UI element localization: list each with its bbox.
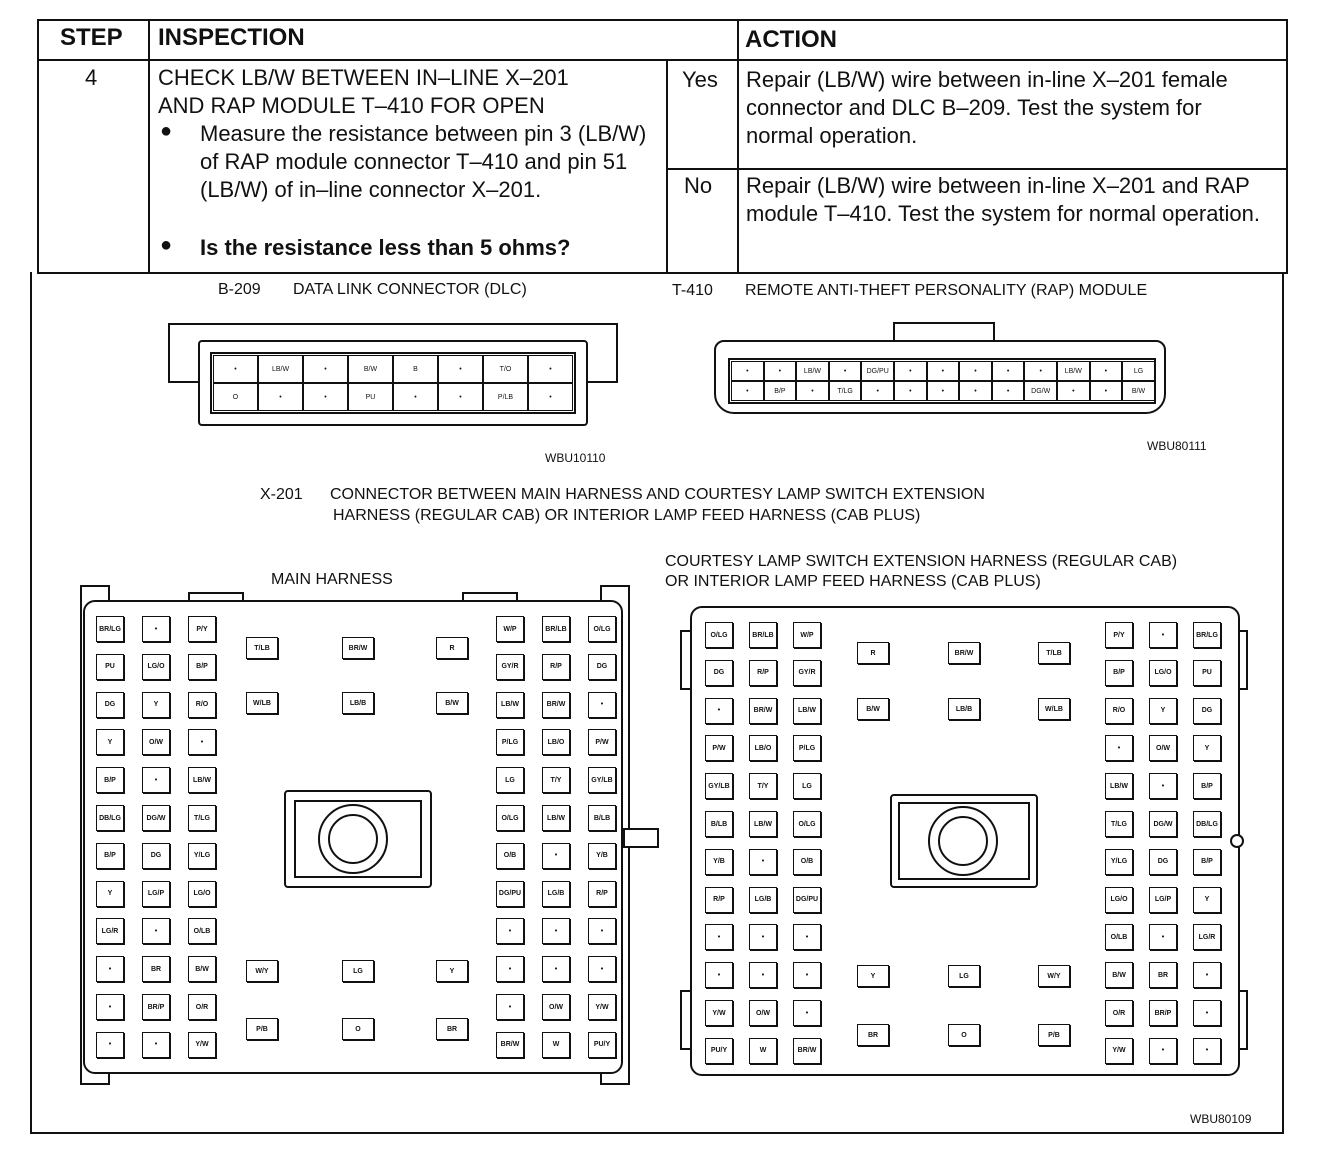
harness-pin: LB/O [542, 729, 570, 755]
step-number: 4 [85, 65, 98, 90]
harness-pin: • [142, 616, 170, 642]
harness-pin: W/P [793, 622, 821, 648]
harness-pin: B/P [1193, 773, 1221, 799]
rap-pin: • [861, 381, 894, 401]
rap-pin: • [927, 361, 960, 381]
rap-pin: DG/W [1024, 381, 1057, 401]
dlc-title: DATA LINK CONNECTOR (DLC) [293, 281, 527, 298]
harness-pin: LG/P [1149, 887, 1177, 913]
harness-pin: B/P [1105, 660, 1133, 686]
harness-pin: B/P [1193, 849, 1221, 875]
harness-pin: Y/B [705, 849, 733, 875]
harness-pin: O/LB [1105, 924, 1133, 950]
rap-code: WBU80111 [1147, 439, 1207, 453]
dlc-pin: PU [348, 383, 393, 411]
harness-pin: T/LB [1038, 642, 1070, 664]
rap-pin: LB/W [796, 361, 829, 381]
dlc-id: B-209 [218, 281, 261, 298]
harness-pin: R/O [1105, 698, 1133, 724]
harness-pin: W [749, 1038, 777, 1064]
harness-pin: O/B [793, 849, 821, 875]
harness-pin: R/P [705, 887, 733, 913]
rap-pin: • [959, 381, 992, 401]
harness-pin: O/R [1105, 1000, 1133, 1026]
dlc-pin: • [258, 383, 303, 411]
harness-pin: BR/W [793, 1038, 821, 1064]
harness-pin: P/Y [188, 616, 216, 642]
x201-title-1: CONNECTOR BETWEEN MAIN HARNESS AND COURTESY LAMP SWITCH EXTENSION [330, 486, 985, 503]
rap-pin: • [764, 361, 797, 381]
harness-pin: W/LB [1038, 698, 1070, 720]
harness-pin: • [588, 956, 616, 982]
harness-pin: BR/W [542, 692, 570, 718]
rap-pin: • [992, 361, 1025, 381]
harness-pin: LB/W [188, 767, 216, 793]
harness-pin: LG/O [1105, 887, 1133, 913]
harness-pin: • [705, 962, 733, 988]
harness-pin: • [1193, 962, 1221, 988]
harness-pin: B/P [96, 767, 124, 793]
rap-pin: T/LG [829, 381, 862, 401]
harness-pin: BR/LB [749, 622, 777, 648]
harness-pin: LG/B [749, 887, 777, 913]
harness-pin: • [96, 956, 124, 982]
harness-pin: DG [96, 692, 124, 718]
yes-label: Yes [682, 67, 718, 92]
harness-pin: Y [142, 692, 170, 718]
dlc-pin: B/W [348, 355, 393, 383]
harness-pin: • [1193, 1000, 1221, 1026]
harness-pin: Y/W [705, 1000, 733, 1026]
no-action: Repair (LB/W) wire between in-line X–201 and RAP module T–410. Test the system for normal operation. [746, 173, 1261, 226]
harness-pin: DG [588, 654, 616, 680]
no-label: No [684, 173, 713, 198]
harness-pin: Y [1149, 698, 1177, 724]
harness-pin: R/P [588, 881, 616, 907]
harness-pin: B/W [1105, 962, 1133, 988]
harness-pin: W/Y [246, 960, 278, 982]
harness-pin: B/P [96, 843, 124, 869]
harness-pin: • [96, 994, 124, 1020]
harness-pin: Y [857, 965, 889, 987]
inspection-bullet-2: Is the resistance less than 5 ohms? [200, 235, 571, 260]
harness-pin: BR [1149, 962, 1177, 988]
inspection-title-2: AND RAP MODULE T–410 FOR OPEN [158, 93, 545, 118]
harness-pin: DB/LG [96, 805, 124, 831]
harness-pin: P/B [246, 1018, 278, 1040]
harness-pin: Y/W [1105, 1038, 1133, 1064]
dlc-pin: • [528, 383, 573, 411]
harness-pin: LG [342, 960, 374, 982]
harness-pin: LG/O [142, 654, 170, 680]
harness-pin: DG/PU [793, 887, 821, 913]
harness-pin: • [1193, 1038, 1221, 1064]
harness-pin: O/LG [793, 811, 821, 837]
harness-pin: BR/P [142, 994, 170, 1020]
harness-pin: O/B [496, 843, 524, 869]
header-inspection: INSPECTION [158, 24, 305, 51]
main-harness-title: MAIN HARNESS [271, 571, 393, 588]
harness-pin: LG/R [96, 918, 124, 944]
harness-pin: DG/W [142, 805, 170, 831]
harness-pin: DB/LG [1193, 811, 1221, 837]
harness-pin: GY/LB [705, 773, 733, 799]
harness-pin: B/LB [588, 805, 616, 831]
courtesy-title-1: COURTESY LAMP SWITCH EXTENSION HARNESS (REGULAR CAB) [665, 553, 1178, 570]
harness-pin: B/W [436, 692, 468, 714]
rap-pin: DG/PU [861, 361, 894, 381]
harness-pin: W/Y [1038, 965, 1070, 987]
harness-pin: LB/W [1105, 773, 1133, 799]
harness-pin: LB/W [749, 811, 777, 837]
harness-pin: DG/W [1149, 811, 1177, 837]
harness-pin: • [588, 918, 616, 944]
harness-pin: O/R [188, 994, 216, 1020]
harness-pin: DG [142, 843, 170, 869]
harness-pin: T/Y [749, 773, 777, 799]
harness-pin: BR/W [496, 1032, 524, 1058]
dlc-pin: T/O [483, 355, 528, 383]
harness-pin: • [1149, 1038, 1177, 1064]
harness-pin: DG/PU [496, 881, 524, 907]
harness-pin: • [496, 994, 524, 1020]
rap-title: REMOTE ANTI-THEFT PERSONALITY (RAP) MODULE [745, 282, 1148, 299]
harness-pin: • [542, 843, 570, 869]
dlc-pin: • [438, 355, 483, 383]
harness-pin: Y/W [188, 1032, 216, 1058]
harness-pin: • [188, 729, 216, 755]
harness-pin: • [496, 956, 524, 982]
harness-pin: Y/B [588, 843, 616, 869]
harness-pin: LB/W [793, 698, 821, 724]
harness-pin: BR/P [1149, 1000, 1177, 1026]
harness-pin: R/O [188, 692, 216, 718]
rap-pin: • [796, 381, 829, 401]
rap-pin: • [731, 361, 764, 381]
harness-pin: T/LG [1105, 811, 1133, 837]
harness-pin: O/LG [496, 805, 524, 831]
harness-pin: • [496, 918, 524, 944]
harness-pin: DG [705, 660, 733, 686]
rap-pin: LB/W [1057, 361, 1090, 381]
rap-pin: • [1090, 361, 1123, 381]
harness-pin: BR/LG [1193, 622, 1221, 648]
inspection-title-1: CHECK LB/W BETWEEN IN–LINE X–201 [158, 65, 569, 90]
harness-pin: • [705, 924, 733, 950]
harness-pin: O/LB [188, 918, 216, 944]
harness-pin: • [749, 924, 777, 950]
bullet-icon: ● [160, 234, 173, 256]
harness-pin: R [436, 637, 468, 659]
dlc-pin: • [213, 355, 258, 383]
rap-pin: LG [1122, 361, 1155, 381]
header-step: STEP [60, 24, 123, 51]
harness-pin: O [342, 1018, 374, 1040]
rap-pin: • [829, 361, 862, 381]
rap-pin: B/P [764, 381, 797, 401]
harness-pin: • [542, 956, 570, 982]
harness-pin: R [857, 642, 889, 664]
harness-pin: T/Y [542, 767, 570, 793]
harness-pin: • [142, 918, 170, 944]
dlc-pin: B [393, 355, 438, 383]
harness-pin: B/LB [705, 811, 733, 837]
harness-pin: LB/W [496, 692, 524, 718]
harness-pin: PU [1193, 660, 1221, 686]
harness-pin: Y/LG [1105, 849, 1133, 875]
harness-pin: • [705, 698, 733, 724]
bullet-icon: ● [160, 120, 173, 142]
harness-pin: Y/W [588, 994, 616, 1020]
harness-pin: LG/R [1193, 924, 1221, 950]
harness-pin: • [749, 962, 777, 988]
harness-pin: • [96, 1032, 124, 1058]
harness-pin: • [749, 849, 777, 875]
harness-pin: Y [1193, 735, 1221, 761]
harness-pin: W/LB [246, 692, 278, 714]
harness-pin: W [542, 1032, 570, 1058]
rap-pin: • [992, 381, 1025, 401]
harness-pin: LG [948, 965, 980, 987]
harness-pin: BR [436, 1018, 468, 1040]
harness-pin: BR/LB [542, 616, 570, 642]
harness-pin: • [793, 962, 821, 988]
harness-pin: PU [96, 654, 124, 680]
harness-pin: BR/LG [96, 616, 124, 642]
harness-pin: Y/LG [188, 843, 216, 869]
x201-title-2: HARNESS (REGULAR CAB) OR INTERIOR LAMP FEED HARNESS (CAB PLUS) [333, 507, 921, 524]
harness-pin: PU/Y [705, 1038, 733, 1064]
harness-pin: LB/B [342, 692, 374, 714]
harness-pin: GY/R [793, 660, 821, 686]
harness-pin: P/W [588, 729, 616, 755]
x201-id: X-201 [260, 486, 303, 503]
x201-code: WBU80109 [1190, 1112, 1252, 1126]
harness-pin: GY/LB [588, 767, 616, 793]
rap-id: T-410 [672, 282, 713, 299]
rap-pin: B/W [1122, 381, 1155, 401]
harness-pin: LG/O [1149, 660, 1177, 686]
dlc-pin: P/LB [483, 383, 528, 411]
harness-pin: LG [496, 767, 524, 793]
harness-pin: Y [1193, 887, 1221, 913]
rap-pin: • [927, 381, 960, 401]
harness-pin: • [142, 767, 170, 793]
harness-pin: • [588, 692, 616, 718]
harness-pin: BR/W [948, 642, 980, 664]
dlc-pin: • [303, 383, 348, 411]
rap-pin: • [959, 361, 992, 381]
yes-action: Repair (LB/W) wire between in-line X–201 female connector and DLC B–209. Test the system for normal operation. [746, 67, 1228, 148]
harness-pin: T/LB [246, 637, 278, 659]
harness-pin: LG/O [188, 881, 216, 907]
harness-pin: BR [857, 1024, 889, 1046]
harness-pin: LG/B [542, 881, 570, 907]
harness-pin: • [793, 1000, 821, 1026]
dlc-pin: • [528, 355, 573, 383]
harness-pin: B/W [188, 956, 216, 982]
harness-pin: O/W [1149, 735, 1177, 761]
dlc-pin: • [393, 383, 438, 411]
harness-pin: O/W [749, 1000, 777, 1026]
harness-pin: R/P [542, 654, 570, 680]
harness-pin: PU/Y [588, 1032, 616, 1058]
rap-pin: • [1024, 361, 1057, 381]
harness-pin: DG [1149, 849, 1177, 875]
harness-pin: • [793, 924, 821, 950]
inspection-bullet-1: Measure the resistance between pin 3 (LB/W) of RAP module connector T–410 and pin 51 (LB/W) of in–line connector X–201. [200, 121, 647, 202]
dlc-pin: LB/W [258, 355, 303, 383]
harness-pin: BR/W [342, 637, 374, 659]
harness-pin: • [1149, 622, 1177, 648]
harness-pin: P/Y [1105, 622, 1133, 648]
header-action: ACTION [745, 26, 837, 53]
harness-pin: O/LG [588, 616, 616, 642]
harness-pin: BR [142, 956, 170, 982]
dlc-pin: O [213, 383, 258, 411]
harness-pin: T/LG [188, 805, 216, 831]
dlc-pin: • [438, 383, 483, 411]
harness-pin: P/B [1038, 1024, 1070, 1046]
harness-pin: LB/O [749, 735, 777, 761]
rap-pin: • [1090, 381, 1123, 401]
rap-pin: • [894, 361, 927, 381]
harness-pin: P/W [705, 735, 733, 761]
harness-pin: B/P [188, 654, 216, 680]
harness-pin: O/W [542, 994, 570, 1020]
harness-pin: R/P [749, 660, 777, 686]
harness-pin: B/W [857, 698, 889, 720]
harness-pin: P/LG [496, 729, 524, 755]
harness-pin: W/P [496, 616, 524, 642]
harness-pin: BR/W [749, 698, 777, 724]
harness-pin: Y [96, 729, 124, 755]
harness-pin: P/LG [793, 735, 821, 761]
harness-pin: • [1149, 773, 1177, 799]
rap-pin: • [731, 381, 764, 401]
rap-pin: • [894, 381, 927, 401]
harness-pin: LB/W [542, 805, 570, 831]
harness-pin: O/W [142, 729, 170, 755]
dlc-pin: • [303, 355, 348, 383]
harness-pin: Y [436, 960, 468, 982]
harness-pin: Y [96, 881, 124, 907]
harness-pin: • [142, 1032, 170, 1058]
dlc-code: WBU10110 [545, 451, 606, 465]
harness-pin: • [1149, 924, 1177, 950]
harness-pin: LG/P [142, 881, 170, 907]
harness-pin: • [542, 918, 570, 944]
courtesy-title-2: OR INTERIOR LAMP FEED HARNESS (CAB PLUS) [665, 573, 1041, 590]
harness-pin: LB/B [948, 698, 980, 720]
harness-pin: GY/R [496, 654, 524, 680]
harness-pin: O [948, 1024, 980, 1046]
harness-pin: O/LG [705, 622, 733, 648]
harness-pin: • [1105, 735, 1133, 761]
rap-pin: • [1057, 381, 1090, 401]
harness-pin: DG [1193, 698, 1221, 724]
harness-pin: LG [793, 773, 821, 799]
